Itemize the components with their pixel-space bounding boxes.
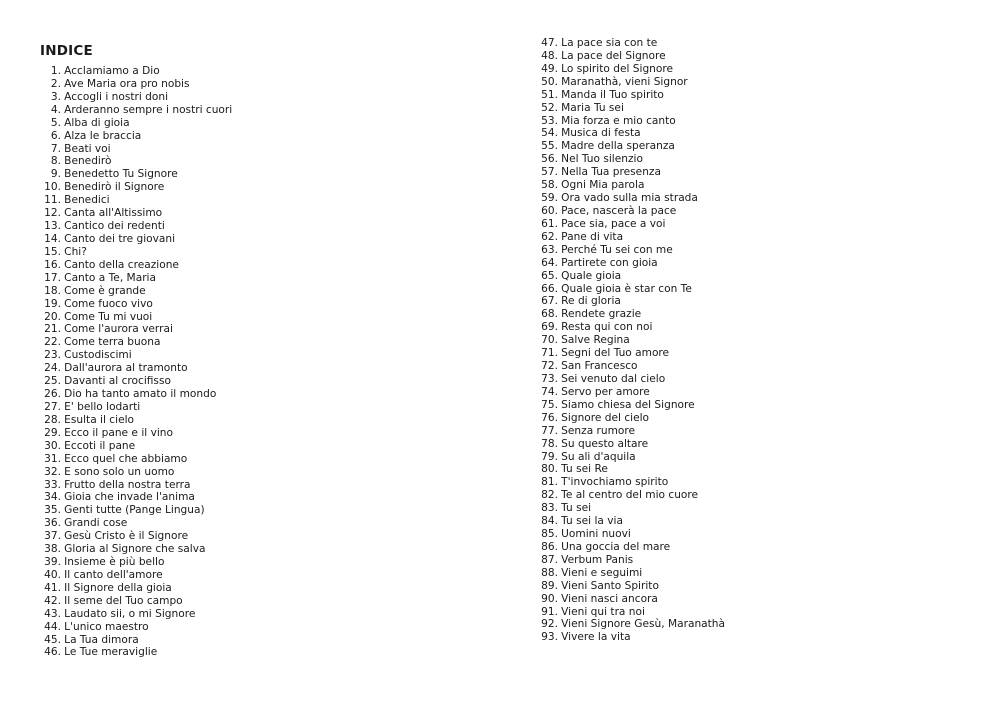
entry-title: Partirete con gioia bbox=[561, 256, 658, 269]
index-entry bbox=[537, 270, 725, 283]
entry-number: 44. bbox=[44, 620, 61, 633]
entry-title: Signore del cielo bbox=[561, 411, 650, 424]
entry-number: 81. bbox=[541, 476, 558, 489]
entry-number: 7. bbox=[50, 142, 61, 155]
entry-number: 72. bbox=[541, 360, 558, 373]
entry-title: Accogli i nostri doni bbox=[64, 90, 169, 103]
entry-title: Maria Tu sei bbox=[561, 101, 624, 114]
entry-title: Arderanno sempre i nostri cuori bbox=[64, 103, 233, 116]
index-entry bbox=[40, 272, 232, 285]
index-entry bbox=[40, 466, 232, 479]
entry-title: Genti tutte (Pange Lingua) bbox=[64, 504, 205, 517]
index-entry bbox=[537, 438, 725, 451]
entry-number: 47. bbox=[541, 37, 558, 49]
entry-title: La Tua dimora bbox=[64, 633, 139, 646]
entry-number: 8. bbox=[50, 155, 61, 168]
entry-title: Vivere la vita bbox=[561, 631, 631, 644]
entry-number: 71. bbox=[541, 347, 558, 360]
entry-number: 57. bbox=[541, 166, 558, 179]
index-entry bbox=[40, 569, 232, 582]
entry-number: 69. bbox=[541, 321, 558, 334]
entry-number: 1. bbox=[50, 65, 61, 77]
entry-number: 28. bbox=[44, 413, 61, 426]
entry-title: Insieme è più bello bbox=[64, 556, 165, 569]
index-entry bbox=[537, 127, 725, 140]
entry-title: Grandi cose bbox=[64, 517, 128, 530]
index-entry bbox=[40, 517, 232, 530]
index-entry bbox=[537, 63, 725, 76]
entry-title: Benedetto Tu Signore bbox=[64, 168, 178, 181]
entry-number: 65. bbox=[541, 269, 558, 282]
index-entry bbox=[537, 502, 725, 515]
entry-title: Esulta il cielo bbox=[64, 413, 135, 426]
entry-number: 4. bbox=[50, 103, 61, 116]
entry-number: 50. bbox=[541, 75, 558, 88]
index-entry bbox=[40, 259, 232, 272]
entry-number: 75. bbox=[541, 398, 558, 411]
entry-number: 33. bbox=[44, 478, 61, 491]
entry-number: 35. bbox=[44, 504, 61, 517]
entry-title: Benedici bbox=[64, 194, 110, 207]
entry-number: 20. bbox=[44, 310, 61, 323]
index-entry bbox=[40, 621, 232, 634]
index-entry bbox=[40, 65, 232, 78]
entry-title: Eccoti il pane bbox=[64, 439, 136, 452]
index-entry bbox=[40, 311, 232, 324]
entry-number: 79. bbox=[541, 450, 558, 463]
index-entry bbox=[40, 117, 232, 130]
index-entry bbox=[40, 246, 232, 259]
index-entry bbox=[537, 102, 725, 115]
entry-title: Gioia che invade l'anima bbox=[64, 491, 195, 504]
entry-title: Pace sia, pace a voi bbox=[561, 217, 666, 230]
entry-title: Tu sei la via bbox=[561, 515, 623, 528]
entry-title: Re di gloria bbox=[561, 295, 621, 308]
index-entry bbox=[40, 595, 232, 608]
entry-title: Acclamiamo a Dio bbox=[64, 65, 160, 77]
entry-number: 41. bbox=[44, 581, 61, 594]
entry-number: 40. bbox=[44, 568, 61, 581]
entry-number: 49. bbox=[541, 62, 558, 75]
index-entry bbox=[537, 334, 725, 347]
entry-number: 87. bbox=[541, 553, 558, 566]
entry-number: 3. bbox=[50, 90, 61, 103]
index-entry bbox=[40, 530, 232, 543]
entry-number: 76. bbox=[541, 411, 558, 424]
entry-number: 64. bbox=[541, 256, 558, 269]
entry-title: Dio ha tanto amato il mondo bbox=[64, 388, 217, 401]
entry-title: Una goccia del mare bbox=[561, 540, 671, 553]
entry-number: 58. bbox=[541, 179, 558, 192]
entry-title: Il seme del Tuo campo bbox=[64, 594, 183, 607]
entry-number: 59. bbox=[541, 192, 558, 205]
entry-number: 90. bbox=[541, 592, 558, 605]
entry-title: Alba di gioia bbox=[64, 116, 130, 129]
entry-title: Resta qui con noi bbox=[561, 321, 653, 334]
entry-title: Frutto della nostra terra bbox=[64, 478, 191, 491]
entry-number: 73. bbox=[541, 372, 558, 385]
entry-title: Ora vado sulla mia strada bbox=[561, 192, 698, 205]
entry-number: 2. bbox=[50, 77, 61, 90]
index-list-right bbox=[537, 37, 725, 644]
entry-title: Quale gioia bbox=[561, 269, 622, 282]
entry-title: Siamo chiesa del Signore bbox=[561, 398, 695, 411]
index-entry bbox=[537, 476, 725, 489]
entry-number: 80. bbox=[541, 463, 558, 476]
index-entry bbox=[537, 166, 725, 179]
index-entry bbox=[537, 295, 725, 308]
index-entry bbox=[40, 194, 232, 207]
entry-title: Gloria al Signore che salva bbox=[64, 543, 206, 556]
index-entry bbox=[537, 541, 725, 554]
index-entry bbox=[40, 582, 232, 595]
entry-title: Il Signore della gioia bbox=[64, 581, 172, 594]
index-entry bbox=[537, 153, 725, 166]
entry-number: 74. bbox=[541, 385, 558, 398]
entry-title: Madre della speranza bbox=[561, 140, 675, 153]
entry-title: Vieni nasci ancora bbox=[561, 592, 658, 605]
index-entry bbox=[537, 283, 725, 296]
entry-title: La pace sia con te bbox=[561, 37, 658, 49]
entry-title: Verbum Panis bbox=[561, 553, 634, 566]
entry-title: Gesù Cristo è il Signore bbox=[64, 530, 189, 543]
index-entry bbox=[40, 130, 232, 143]
entry-title: Manda il Tuo spirito bbox=[561, 88, 664, 101]
entry-number: 21. bbox=[44, 323, 61, 336]
entry-title: Chi? bbox=[64, 245, 87, 258]
index-entry bbox=[537, 489, 725, 502]
index-entry bbox=[40, 401, 232, 414]
index-entry bbox=[40, 375, 232, 388]
index-entry bbox=[537, 321, 725, 334]
entry-title: Su questo altare bbox=[561, 437, 649, 450]
entry-number: 68. bbox=[541, 308, 558, 321]
index-entry bbox=[537, 37, 725, 50]
index-entry bbox=[40, 556, 232, 569]
entry-number: 10. bbox=[44, 181, 61, 194]
index-entry bbox=[40, 323, 232, 336]
index-entry bbox=[537, 257, 725, 270]
index-entry bbox=[537, 451, 725, 464]
entry-number: 34. bbox=[44, 491, 61, 504]
entry-number: 86. bbox=[541, 540, 558, 553]
index-entry bbox=[537, 425, 725, 438]
index-entry bbox=[40, 491, 232, 504]
entry-title: Benedirò bbox=[64, 155, 112, 168]
entry-number: 27. bbox=[44, 400, 61, 413]
entry-title: Tu sei Re bbox=[561, 463, 608, 476]
index-entry bbox=[537, 115, 725, 128]
index-entry bbox=[40, 143, 232, 156]
index-entry bbox=[537, 347, 725, 360]
entry-title: Uomini nuovi bbox=[561, 528, 631, 541]
index-entry bbox=[537, 179, 725, 192]
entry-number: 88. bbox=[541, 566, 558, 579]
entry-number: 13. bbox=[44, 220, 61, 233]
entry-title: Ogni Mia parola bbox=[561, 179, 645, 192]
entry-title: Segni del Tuo amore bbox=[561, 347, 670, 360]
entry-number: 39. bbox=[44, 556, 61, 569]
entry-number: 84. bbox=[541, 515, 558, 528]
index-entry bbox=[537, 50, 725, 63]
entry-number: 29. bbox=[44, 426, 61, 439]
entry-title: E sono solo un uomo bbox=[64, 465, 175, 478]
entry-title: Le Tue meraviglie bbox=[64, 646, 158, 659]
entry-number: 51. bbox=[541, 88, 558, 101]
entry-number: 16. bbox=[44, 258, 61, 271]
entry-number: 56. bbox=[541, 153, 558, 166]
entry-title: Canto a Te, Maria bbox=[64, 271, 156, 284]
entry-number: 19. bbox=[44, 297, 61, 310]
entry-number: 66. bbox=[541, 282, 558, 295]
entry-number: 9. bbox=[50, 168, 61, 181]
index-entry bbox=[40, 440, 232, 453]
index-entry bbox=[40, 388, 232, 401]
index-entry bbox=[537, 554, 725, 567]
entry-number: 48. bbox=[541, 49, 558, 62]
entry-number: 18. bbox=[44, 284, 61, 297]
entry-title: Ave Maria ora pro nobis bbox=[64, 77, 190, 90]
index-entry bbox=[40, 646, 232, 659]
entry-number: 11. bbox=[44, 194, 61, 207]
entry-title: E' bello lodarti bbox=[64, 400, 141, 413]
entry-number: 53. bbox=[541, 114, 558, 127]
entry-number: 25. bbox=[44, 375, 61, 388]
entry-title: L'unico maestro bbox=[64, 620, 149, 633]
entry-title: Laudato sii, o mi Signore bbox=[64, 607, 196, 620]
entry-title: Musica di festa bbox=[561, 127, 641, 140]
entry-title: Tu sei bbox=[561, 502, 592, 515]
index-entry bbox=[537, 386, 725, 399]
entry-number: 82. bbox=[541, 489, 558, 502]
entry-title: Dall'aurora al tramonto bbox=[64, 362, 188, 375]
index-entry bbox=[537, 606, 725, 619]
entry-title: Vieni Santo Spirito bbox=[561, 579, 659, 592]
entry-number: 26. bbox=[44, 388, 61, 401]
entry-number: 45. bbox=[44, 633, 61, 646]
entry-title: Pane di vita bbox=[561, 230, 624, 243]
entry-number: 38. bbox=[44, 543, 61, 556]
entry-title: Perché Tu sei con me bbox=[561, 243, 673, 256]
entry-title: Pace, nascerà la pace bbox=[561, 204, 677, 217]
index-entry bbox=[537, 244, 725, 257]
entry-title: Salve Regina bbox=[561, 334, 630, 347]
entry-title: Benedirò il Signore bbox=[64, 181, 165, 194]
index-entry bbox=[537, 192, 725, 205]
entry-number: 24. bbox=[44, 362, 61, 375]
index-entry bbox=[537, 360, 725, 373]
entry-title: Nel Tuo silenzio bbox=[561, 153, 643, 166]
entry-number: 17. bbox=[44, 271, 61, 284]
entry-title: Custodiscimi bbox=[64, 349, 132, 362]
index-entry bbox=[40, 220, 232, 233]
index-entry bbox=[40, 207, 232, 220]
entry-number: 89. bbox=[541, 579, 558, 592]
index-entry bbox=[537, 463, 725, 476]
entry-number: 62. bbox=[541, 230, 558, 243]
entry-title: Vieni e seguimi bbox=[561, 566, 643, 579]
entry-title: T'invochiamo spirito bbox=[561, 476, 669, 489]
entry-number: 61. bbox=[541, 217, 558, 230]
entry-title: Il canto dell'amore bbox=[64, 568, 163, 581]
index-entry bbox=[40, 285, 232, 298]
entry-number: 12. bbox=[44, 207, 61, 220]
index-entry bbox=[40, 336, 232, 349]
index-entry bbox=[40, 181, 232, 194]
index-entry bbox=[40, 349, 232, 362]
index-entry bbox=[537, 528, 725, 541]
index-entry bbox=[40, 608, 232, 621]
entry-number: 15. bbox=[44, 245, 61, 258]
entry-title: Te al centro del mio cuore bbox=[561, 489, 699, 502]
entry-title: Servo per amore bbox=[561, 385, 650, 398]
entry-number: 6. bbox=[50, 129, 61, 142]
entry-title: Rendete grazie bbox=[561, 308, 642, 321]
entry-title: Alza le braccia bbox=[64, 129, 142, 142]
index-entry bbox=[537, 373, 725, 386]
entry-title: Maranathà, vieni Signor bbox=[561, 75, 688, 88]
index-entry bbox=[537, 399, 725, 412]
entry-number: 78. bbox=[541, 437, 558, 450]
entry-title: Beati voi bbox=[64, 142, 111, 155]
index-entry bbox=[537, 580, 725, 593]
entry-number: 91. bbox=[541, 605, 558, 618]
entry-title: Vieni qui tra noi bbox=[561, 605, 645, 618]
entry-title: Sei venuto dal cielo bbox=[561, 372, 666, 385]
entry-title: Lo spirito del Signore bbox=[561, 62, 674, 75]
entry-number: 43. bbox=[44, 607, 61, 620]
entry-title: Canto dei tre giovani bbox=[64, 232, 176, 245]
index-entry bbox=[537, 205, 725, 218]
entry-number: 5. bbox=[50, 116, 61, 129]
entry-title: Canto della creazione bbox=[64, 258, 179, 271]
entry-title: Senza rumore bbox=[561, 424, 636, 437]
entry-number: 52. bbox=[541, 101, 558, 114]
entry-title: Ecco quel che abbiamo bbox=[64, 452, 188, 465]
entry-title: Su ali d'aquila bbox=[561, 450, 636, 463]
entry-title: Come fuoco vivo bbox=[64, 297, 153, 310]
index-entry bbox=[537, 412, 725, 425]
index-entry bbox=[40, 155, 232, 168]
entry-title: Come Tu mi vuoi bbox=[64, 310, 153, 323]
index-entry bbox=[537, 618, 725, 631]
entry-number: 77. bbox=[541, 424, 558, 437]
index-entry bbox=[537, 515, 725, 528]
entry-number: 67. bbox=[541, 295, 558, 308]
index-list-left bbox=[40, 65, 232, 659]
entry-number: 22. bbox=[44, 336, 61, 349]
index-entry bbox=[40, 427, 232, 440]
entry-number: 14. bbox=[44, 232, 61, 245]
entry-title: Come terra buona bbox=[64, 336, 161, 349]
index-entry bbox=[40, 168, 232, 181]
index-entry bbox=[40, 634, 232, 647]
entry-number: 93. bbox=[541, 631, 558, 644]
entry-number: 32. bbox=[44, 465, 61, 478]
entry-number: 30. bbox=[44, 439, 61, 452]
entry-number: 83. bbox=[541, 502, 558, 515]
entry-title: Canta all'Altissimo bbox=[64, 207, 163, 220]
page-title: INDICE bbox=[40, 43, 93, 60]
index-entry bbox=[40, 298, 232, 311]
entry-title: Davanti al crocifisso bbox=[64, 375, 171, 388]
entry-number: 42. bbox=[44, 594, 61, 607]
index-entry bbox=[40, 362, 232, 375]
index-entry bbox=[40, 453, 232, 466]
index-entry bbox=[537, 140, 725, 153]
entry-title: Come l'aurora verrai bbox=[64, 323, 173, 336]
entry-number: 70. bbox=[541, 334, 558, 347]
index-entry bbox=[40, 233, 232, 246]
entry-number: 46. bbox=[44, 646, 61, 659]
entry-title: Quale gioia è star con Te bbox=[561, 282, 692, 295]
entry-title: Cantico dei redenti bbox=[64, 220, 165, 233]
index-entry bbox=[40, 414, 232, 427]
entry-number: 63. bbox=[541, 243, 558, 256]
entry-number: 54. bbox=[541, 127, 558, 140]
entry-number: 23. bbox=[44, 349, 61, 362]
index-entry bbox=[537, 218, 725, 231]
entry-number: 37. bbox=[44, 530, 61, 543]
entry-number: 60. bbox=[541, 204, 558, 217]
index-entry bbox=[537, 308, 725, 321]
index-entry bbox=[40, 479, 232, 492]
index-entry bbox=[537, 231, 725, 244]
index-entry bbox=[40, 78, 232, 91]
entry-title: San Francesco bbox=[561, 360, 638, 373]
entry-number: 85. bbox=[541, 528, 558, 541]
entry-number: 31. bbox=[44, 452, 61, 465]
index-entry bbox=[40, 91, 232, 104]
index-entry bbox=[537, 593, 725, 606]
index-entry bbox=[537, 567, 725, 580]
index-entry bbox=[537, 89, 725, 102]
index-entry bbox=[537, 76, 725, 89]
entry-title: Come è grande bbox=[64, 284, 146, 297]
entry-title: Nella Tua presenza bbox=[561, 166, 661, 179]
entry-title: La pace del Signore bbox=[561, 49, 666, 62]
index-entry bbox=[40, 504, 232, 517]
index-entry bbox=[40, 104, 232, 117]
entry-number: 36. bbox=[44, 517, 61, 530]
index-entry bbox=[537, 631, 725, 644]
entry-number: 92. bbox=[541, 618, 558, 631]
entry-title: Mia forza e mio canto bbox=[561, 114, 676, 127]
entry-title: Vieni Signore Gesù, Maranathà bbox=[561, 618, 726, 631]
entry-number: 55. bbox=[541, 140, 558, 153]
index-entry bbox=[40, 543, 232, 556]
entry-title: Ecco il pane e il vino bbox=[64, 426, 173, 439]
